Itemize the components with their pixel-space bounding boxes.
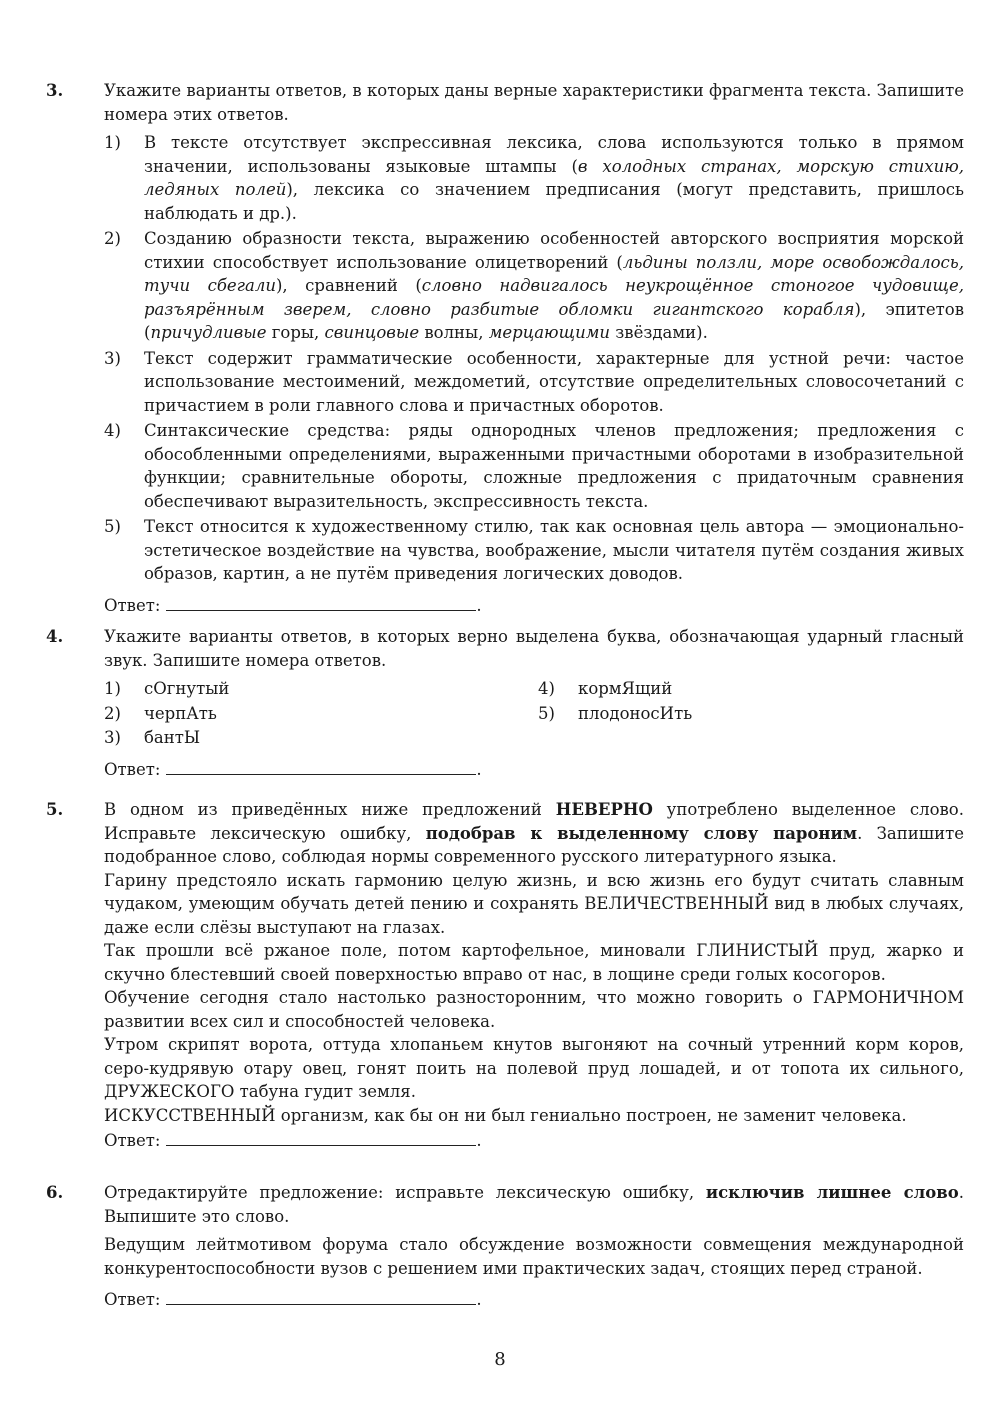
text-span: употреблено выделенное слово. Исправьте лексическую ошибку, bbox=[104, 800, 964, 843]
task-question bbox=[104, 1181, 964, 1228]
text-span: . Запишите подобранное слово, соблюдая нормы современного русского литературного языка. bbox=[104, 823, 964, 866]
option-text bbox=[144, 131, 964, 225]
answer-row: Ответ: . bbox=[104, 1290, 482, 1309]
option-text bbox=[144, 347, 964, 418]
bold-text: подобрав к выделенному слову пароним bbox=[425, 823, 858, 843]
option-number: 2) bbox=[104, 229, 121, 248]
word-options bbox=[104, 677, 964, 750]
text-span: В тексте отсутствует экспрессивная лексика, слова используются только в прямом значении, использованы языковые штампы ( bbox=[144, 133, 964, 176]
option-2: 2) черпАть bbox=[104, 703, 217, 723]
text-span: горы, bbox=[266, 323, 325, 342]
text-span: волны, bbox=[419, 323, 489, 342]
text-span: звёздами). bbox=[610, 323, 708, 342]
answer-row: Ответ: . bbox=[104, 1131, 482, 1150]
option-number: 4) bbox=[104, 421, 121, 440]
answer-field[interactable] bbox=[166, 758, 476, 775]
answer-label: Ответ: bbox=[104, 595, 161, 615]
task-number: 6. bbox=[46, 1183, 64, 1202]
option-1: 1) сОгнутый bbox=[104, 679, 230, 698]
sentence-3: Обучение сегодня стало настолько разносторонним, что можно говорить о ГАРМОНИЧНОМ развитии всех сил и способностей человека. bbox=[104, 988, 964, 1031]
option-text bbox=[144, 419, 964, 513]
italic-text: словно надвигалось неукрощённое стоногое чудовище, разъярённым зверем, словно разбитые обломки гигантского корабля bbox=[144, 276, 964, 319]
text-span: Текст относится к художественному стилю, так как основная цель автора — эмоционально-эстетическое воздействие на чувства, воображение, мысли читателя путём создания живых образов, картин, а не путём приведения логических доводов. bbox=[144, 517, 964, 583]
task-3 bbox=[46, 79, 964, 617]
option-number: 5) bbox=[104, 517, 121, 536]
text-span: ), лексика со значением предписания (могут представить, пришлось наблюдать и др.). bbox=[144, 180, 965, 223]
task-question: Укажите варианты ответов, в которых верно выделена буква, обозначающая ударный гласный звук. Запишите номера ответов. bbox=[104, 627, 964, 670]
task-5 bbox=[46, 798, 964, 1153]
answer-field[interactable] bbox=[166, 594, 476, 611]
answer-label: Ответ: bbox=[104, 1290, 161, 1309]
answer-field[interactable] bbox=[166, 1129, 476, 1146]
page-number: 8 bbox=[494, 1349, 506, 1370]
answer-label: Ответ: bbox=[104, 759, 161, 779]
option-4 bbox=[104, 419, 964, 513]
task-number: 3. bbox=[46, 81, 64, 100]
sentence-2: Так прошли всё ржаное поле, потом картофельное, миновали ГЛИНИСТЫЙ пруд, жарко и скучно блестевший своей поверхностью вправо от нас, в лощине среди голых косогоров. bbox=[104, 941, 964, 984]
italic-text: причудливые bbox=[150, 323, 267, 342]
option-4: 4) кормЯщий bbox=[538, 679, 673, 698]
task-number: 4. bbox=[46, 627, 64, 646]
task-sentence: Ведущим лейтмотивом форума стало обсуждение возможности совмещения международной конкурентоспособности вузов с решением ими практических задач, стоящих перед страной. bbox=[104, 1235, 964, 1278]
option-number: 1) bbox=[104, 133, 121, 152]
answer-options bbox=[104, 131, 964, 586]
text-span: В одном из приведённых ниже предложений bbox=[104, 800, 556, 819]
answer-label: Ответ: bbox=[104, 1131, 161, 1150]
option-text bbox=[144, 515, 964, 586]
text-span: Текст содержит грамматические особенности, характерные для устной речи: частое использование местоимений, междометий, отсутствие определительных словосочетаний с причастием в роли главного слова и причастных оборотов. bbox=[144, 348, 964, 415]
option-number: 3) bbox=[104, 348, 121, 368]
bold-text: НЕВЕРНО bbox=[555, 800, 653, 819]
option-text bbox=[144, 227, 964, 345]
option-3 bbox=[104, 347, 964, 418]
answer-row: Ответ: . bbox=[104, 759, 482, 779]
text-span: ), эпитетов ( bbox=[144, 299, 964, 342]
option-2 bbox=[104, 227, 964, 345]
option-1 bbox=[104, 131, 964, 225]
italic-text: свинцовые bbox=[324, 323, 420, 342]
task-question bbox=[104, 798, 964, 869]
task-number: 5. bbox=[46, 800, 64, 819]
italic-text: в холодных странах, морскую стихию, ледяных полей bbox=[144, 156, 964, 199]
sentence-5: ИСКУССТВЕННЫЙ организм, как бы он ни был гениально построен, не заменит человека. bbox=[104, 1105, 907, 1125]
answer-field[interactable] bbox=[166, 1288, 476, 1305]
task-4 bbox=[46, 625, 964, 781]
task-question: Укажите варианты ответов, в которых даны верные характеристики фрагмента текста. Запишите номера этих ответов. bbox=[104, 81, 964, 124]
text-span: . Выпишите это слово. bbox=[104, 1183, 964, 1226]
text-span: Созданию образности текста, выражению особенностей авторского восприятия морской стихии способствует использование олицетворений ( bbox=[144, 229, 964, 272]
option-3: 3) бантЫ bbox=[104, 728, 201, 747]
sentence-4: Утром скрипят ворота, оттуда хлопаньем кнутов выгоняют на сочный утренний корм коров, серо-кудрявую отару овец, гонят поить на полевой пруд лошадей, и от топота их сильного, ДРУЖЕСКОГО табуна гудит земля. bbox=[104, 1035, 964, 1101]
task-6 bbox=[46, 1181, 964, 1312]
answer-row: Ответ: . bbox=[104, 595, 482, 615]
sentence-1: Гарину предстояло искать гармонию целую жизнь, и всю жизнь его будут считать славным чудаком, умеющим обучать детей пению и сохранять ВЕЛИЧЕСТВЕННЫЙ вид в любых случаях, даже если слёзы выступают на глазах. bbox=[104, 870, 964, 937]
text-span: ), сравнений ( bbox=[276, 276, 422, 295]
italic-text: мерцающими bbox=[488, 323, 611, 342]
option-5 bbox=[104, 515, 964, 586]
option-5: 5) плодоносИть bbox=[538, 703, 693, 723]
bold-text: исключив лишнее слово bbox=[705, 1183, 959, 1202]
italic-text: льдины ползли, море освобождалось, тучи сбегали bbox=[144, 252, 964, 295]
text-span: Синтаксические средства: ряды однородных членов предложения; предложения с обособленными определениями, выраженными причастными оборотами в изобразительной функции; сравнительные обороты, сложные предложения с придаточным сравнения обеспечивают выразительность, экспрессивность текста. bbox=[144, 421, 964, 511]
text-span: Отредактируйте предложение: исправьте лексическую ошибку, bbox=[104, 1183, 706, 1202]
